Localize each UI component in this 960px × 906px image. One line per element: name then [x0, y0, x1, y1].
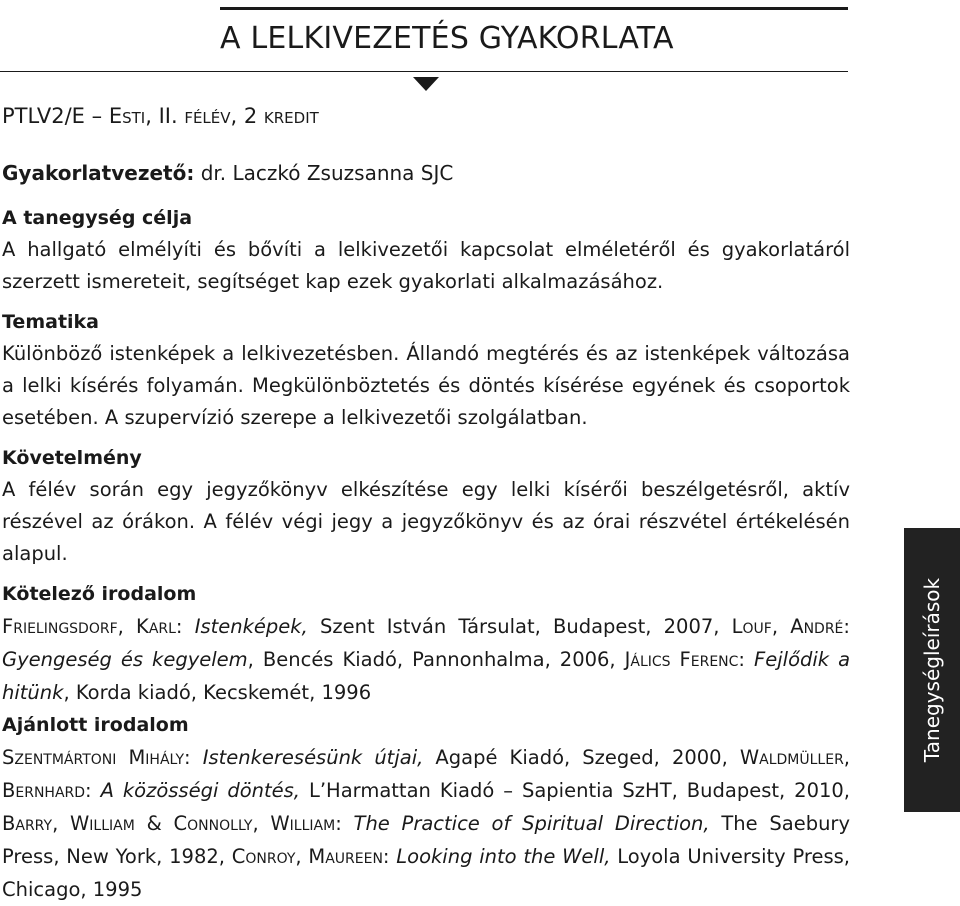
- ref-author: Frielingsdorf, Karl:: [2, 615, 183, 638]
- course-description: [2, 202, 850, 906]
- course-semester: II. félév: [158, 104, 231, 128]
- ref-author: Louf, André:: [731, 615, 850, 638]
- requirements-body: A félév során egy jegyzőkönyv elkészítése egy lelki kísérői beszélgetésről, aktív részével az órákon. A félév végi jegy a jegyzőkönyv és az órai részvétel értékelésén alapul.: [2, 478, 850, 565]
- top-rule: [220, 7, 848, 10]
- ref-author: Waldmüller, Bernhard:: [2, 746, 850, 802]
- side-tab: [904, 528, 960, 812]
- recommended-reading-heading: Ajánlott irodalom: [2, 714, 189, 736]
- ref-publisher: , Korda kiadó, Kecskemét, 1996: [63, 681, 372, 704]
- topics-body: Különböző istenképek a lelkivezetésben. Állandó megtérés és az istenképek változása a lelki kísérés folyamán. Megkülönböztetés és döntés kísérése egyének és csoportok esetében. A szupervízió szerepe a lelkivezetői szolgálatban.: [2, 342, 850, 429]
- ref-publisher: , Bencés Kiadó, Pannonhalma, 2006,: [247, 648, 616, 671]
- ref-title: Istenképek,: [194, 615, 308, 638]
- ref-publisher: L’Harmattan Kiadó – Sapientia SzHT, Budapest, 2010,: [308, 779, 851, 802]
- triangle-down-icon: [413, 77, 439, 91]
- course-code: PTLV2/E: [2, 104, 85, 128]
- ref-author: Barry, William & Connolly, William:: [2, 812, 342, 835]
- side-tab-label: Tanegységleírások: [920, 577, 944, 763]
- page-title: A LELKIVEZETÉS GYAKORLATA: [220, 21, 674, 56]
- ref-title: A közösségi döntés,: [100, 779, 301, 802]
- ref-publisher: Loyola University Press, Chicago, 1995: [2, 845, 850, 901]
- ref-title: Istenkeresésünk útjai,: [202, 746, 424, 769]
- dash: –: [84, 104, 109, 128]
- ref-title: The Practice of Spiritual Direction,: [353, 812, 710, 835]
- goal-heading: A tanegység célja: [2, 207, 193, 229]
- ref-author: Jálics Ferenc:: [624, 648, 746, 671]
- instructor-name: dr. Laczkó Zsuzsanna SJC: [200, 161, 454, 185]
- ref-title: Fejlődik a hitünk: [2, 648, 851, 704]
- goal-body: A hallgató elmélyíti és bővíti a lelkivezetői kapcsolat elméletéről és gyakorlatáról szerzett ismereteit, segítséget kap ezek gyakorlati alkalmazásához.: [2, 238, 850, 293]
- ref-title: Looking into the Well,: [396, 845, 611, 868]
- recommended-reading-list: [2, 741, 850, 906]
- instructor-label: Gyakorlatvezető:: [2, 161, 195, 185]
- ref-author: Conroy, Maureen:: [231, 845, 390, 868]
- ref-publisher: The Saebury Press, New York, 1982,: [2, 812, 850, 868]
- topics-heading: Tematika: [2, 311, 99, 333]
- course-code-line: PTLV2/E – Esti, II. félév, 2 kredit: [2, 104, 319, 128]
- instructor-line: [2, 161, 453, 185]
- header-rule: [0, 71, 848, 72]
- required-reading-heading: Kötelező irodalom: [2, 583, 197, 605]
- course-mode: Esti: [108, 104, 146, 128]
- ref-publisher: Agapé Kiadó, Szeged, 2000,: [435, 746, 728, 769]
- required-reading-list: [2, 610, 850, 709]
- requirements-heading: Követelmény: [2, 447, 142, 469]
- course-credits: 2 kredit: [243, 104, 319, 128]
- ref-publisher: Szent István Társulat, Budapest, 2007,: [319, 615, 720, 638]
- ref-author: Szentmártoni Mihály:: [2, 746, 191, 769]
- ref-title: Gyengeség és kegyelem: [2, 648, 248, 671]
